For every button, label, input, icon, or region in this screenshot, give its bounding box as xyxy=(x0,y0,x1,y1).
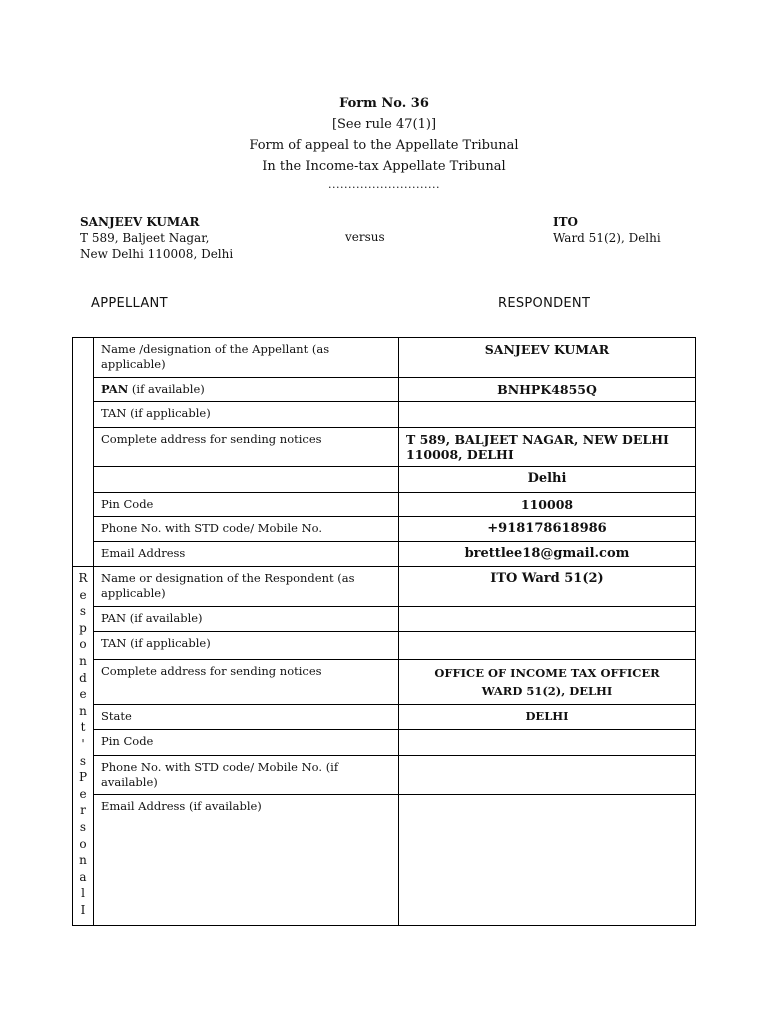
versus-text: versus xyxy=(345,230,385,244)
table-row xyxy=(73,493,696,517)
appellant-phone-value: +918178618986 xyxy=(399,517,696,542)
table-row xyxy=(73,607,696,632)
appellant-pan-label xyxy=(94,378,399,402)
respondent-tan-label: TAN (if applicable) xyxy=(94,632,399,660)
respondent-party-name: ITO xyxy=(553,215,578,229)
vertical-label-letter: P xyxy=(78,770,88,785)
vertical-label-letter: e xyxy=(79,786,87,801)
vertical-label-letter: n xyxy=(79,703,87,718)
vertical-label-letter: o xyxy=(79,637,87,652)
table-row xyxy=(73,795,696,926)
respondent-tan-value xyxy=(399,632,696,660)
appellant-name-label: Name /designation of the Appellant (as applicable) xyxy=(94,338,399,378)
table-row xyxy=(73,338,696,378)
table-row xyxy=(73,567,696,607)
form-title: Form No. 36 xyxy=(339,96,429,111)
appellant-role-label: APPELLANT xyxy=(91,296,168,311)
respondent-name-value: ITO Ward 51(2) xyxy=(399,567,696,607)
appellant-address-label: Complete address for sending notices xyxy=(94,428,399,467)
respondent-pincode-label: Pin Code xyxy=(94,730,399,756)
appellant-address-line1: T 589, Baljeet Nagar, xyxy=(80,231,210,245)
vertical-label-letter: s xyxy=(79,753,87,768)
table-row xyxy=(73,730,696,756)
respondent-email-value xyxy=(399,795,696,926)
respondent-state-label: State xyxy=(94,705,399,730)
form-subtitle: Form of appeal to the Appellate Tribunal xyxy=(249,138,519,153)
respondent-pan-value xyxy=(399,607,696,632)
appellant-tan-value xyxy=(399,402,696,428)
respondent-pincode-value xyxy=(399,730,696,756)
respondent-side-cell xyxy=(73,567,94,926)
appellant-email-label: Email Address xyxy=(94,542,399,567)
respondent-address-line1: Ward 51(2), Delhi xyxy=(553,231,661,245)
vertical-label-letter: e xyxy=(79,687,87,702)
respondent-phone-label: Phone No. with STD code/ Mobile No. (if available) xyxy=(94,756,399,795)
appellant-pincode-value: 110008 xyxy=(399,493,696,517)
respondent-pan-label: PAN (if available) xyxy=(94,607,399,632)
vertical-label-letter: d xyxy=(79,670,87,685)
table-row xyxy=(73,542,696,567)
appellant-address-line2: New Delhi 110008, Delhi xyxy=(80,247,234,261)
table-row xyxy=(73,467,696,493)
respondent-state-value: DELHI xyxy=(399,705,696,730)
vertical-label-letter: r xyxy=(80,803,86,818)
vertical-label-letter: e xyxy=(79,587,87,602)
appellant-tan-label: TAN (if applicable) xyxy=(94,402,399,428)
vertical-label-letter: R xyxy=(78,571,88,585)
vertical-label-letter: a xyxy=(79,869,87,884)
vertical-label-letter: n xyxy=(79,853,87,868)
appellant-party-name: SANJEEV KUMAR xyxy=(80,215,200,229)
respondent-address-label: Complete address for sending notices xyxy=(94,660,399,705)
table-row xyxy=(73,756,696,795)
appellant-party-block xyxy=(80,214,233,262)
respondent-phone-value xyxy=(399,756,696,795)
respondent-party-block xyxy=(553,214,661,246)
vertical-label-letter: s xyxy=(79,819,87,834)
vertical-label-letter: I xyxy=(80,902,86,917)
appeal-details-table xyxy=(72,337,696,926)
tribunal-name: In the Income-tax Appellate Tribunal xyxy=(262,159,506,174)
vertical-label-letter: ' xyxy=(81,736,85,751)
table-row xyxy=(73,705,696,730)
appellant-pan-value: BNHPK4855Q xyxy=(399,378,696,402)
appellant-name-value: SANJEEV KUMAR xyxy=(399,338,696,378)
vertical-label-letter: l xyxy=(81,886,85,901)
respondent-name-label: Name or designation of the Respondent (as applicable) xyxy=(94,567,399,607)
vertical-label-letter: p xyxy=(79,620,87,635)
dotted-line: ............................ xyxy=(328,178,440,191)
table-row xyxy=(73,428,696,467)
appellant-phone-label: Phone No. with STD code/ Mobile No. xyxy=(94,517,399,542)
respondent-personal-vertical-label xyxy=(73,567,93,918)
appellant-state-label xyxy=(94,467,399,493)
vertical-label-letter: t xyxy=(80,720,86,735)
appellant-address-value: T 589, BALJEET NAGAR, NEW DELHI 110008, DELHI xyxy=(399,428,696,467)
table-row xyxy=(73,402,696,428)
vertical-label-letter: n xyxy=(79,653,87,668)
rule-reference: [See rule 47(1)] xyxy=(331,117,437,132)
respondent-role-label: RESPONDENT xyxy=(498,296,591,311)
appellant-email-value: brettlee18@gmail.com xyxy=(399,542,696,567)
appellant-state-value: Delhi xyxy=(399,467,696,493)
respondent-address-line1: OFFICE OF INCOME TAX OFFICER xyxy=(434,666,660,680)
pan-bold-label: PAN xyxy=(101,382,129,396)
appellant-side-cell xyxy=(73,338,94,567)
respondent-email-label: Email Address (if available) xyxy=(94,795,399,926)
respondent-address-value xyxy=(399,660,696,705)
appellant-pincode-label: Pin Code xyxy=(94,493,399,517)
pan-label-suffix: (if available) xyxy=(128,382,205,396)
vertical-label-letter: o xyxy=(79,836,87,851)
table-row xyxy=(73,632,696,660)
vertical-label-letter: s xyxy=(79,604,87,619)
respondent-address-line2: WARD 51(2), DELHI xyxy=(481,684,613,698)
table-row xyxy=(73,660,696,705)
table-row xyxy=(73,517,696,542)
table-row xyxy=(73,378,696,402)
